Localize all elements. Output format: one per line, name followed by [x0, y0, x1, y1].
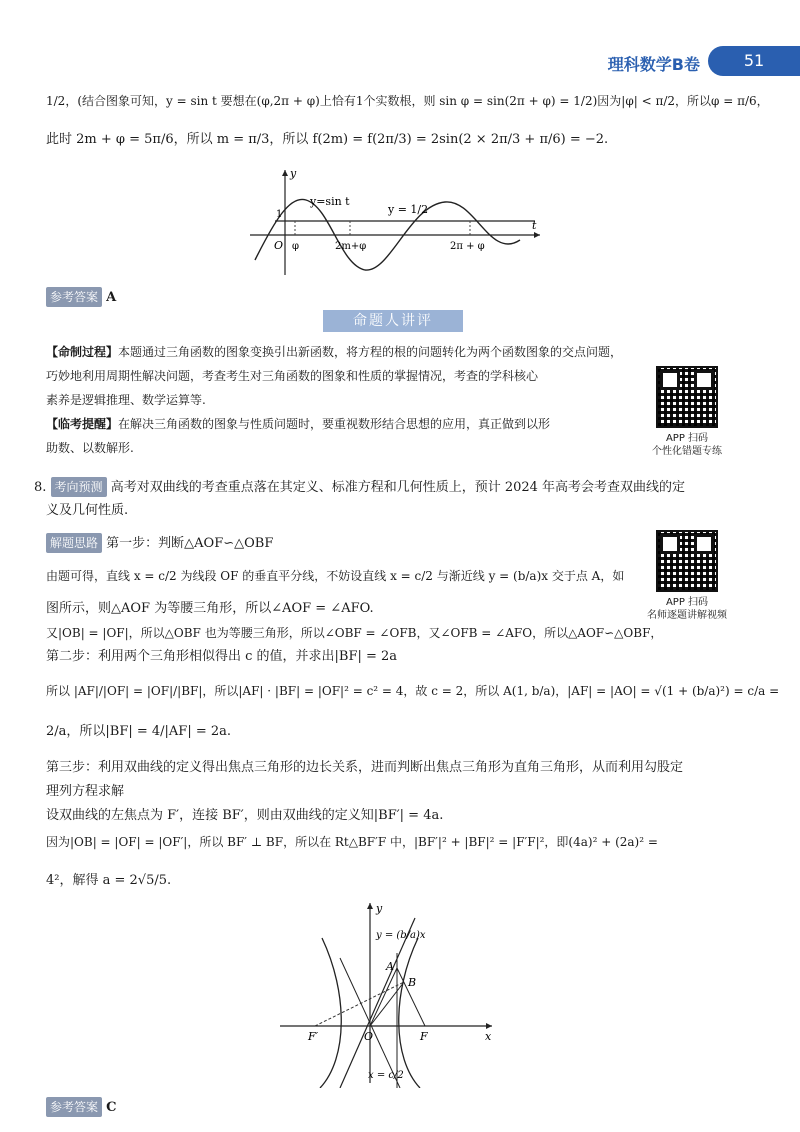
header-title: 理科数学B卷 — [607, 55, 700, 74]
q8-l8: 4²，解得 a = 2√5/5. — [46, 873, 172, 888]
sine-graph — [240, 165, 550, 280]
q8-l6: 设双曲线的左焦点为 F′，连接 BF′，则由双曲线的定义知|BF′| = 4a. — [46, 808, 444, 823]
step3b: 理列方程求解 — [46, 784, 125, 799]
q8-number: 8. — [34, 480, 47, 495]
qr-code-2[interactable] — [656, 530, 718, 592]
tip-title: 【临考提醒】 — [46, 417, 119, 431]
svg-text:O: O — [364, 1030, 374, 1043]
svg-text:F′: F′ — [308, 1030, 319, 1043]
asymptote — [340, 918, 415, 1088]
forecast-tag: 考向预测 — [51, 477, 107, 497]
q8-intro-line2: 义及几何性质. — [46, 503, 129, 518]
process-text1: 本题通过三角函数的图象变换引出新函数，将方程的根的问题转化为两个函数图象的交点问题， — [118, 345, 623, 359]
qr-code-1[interactable] — [656, 366, 718, 428]
label-2pi: 2π + φ — [450, 241, 485, 252]
tip-text1: 在解决三角函数的图象与性质问题时，要重视数形结合思想的应用，真正做到以形 — [118, 417, 551, 431]
svg-text:B: B — [408, 976, 417, 989]
idea-tag: 解题思路 — [46, 533, 102, 553]
svg-text:F: F — [420, 1030, 428, 1043]
label-half: y = 1/2 — [388, 203, 429, 216]
page-number: 51 — [708, 46, 800, 76]
q8-l3: 又|OB| = |OF|，所以△OBF 也为等腰三角形，所以∠OBF = ∠OFB，又∠OFB = ∠AFO，所以△AOF∽△OBF， — [46, 626, 663, 640]
svg-text:A: A — [386, 960, 394, 973]
qr2-caption: APP 扫码 名师逐题讲解视频 — [647, 597, 727, 621]
svg-text:x: x — [485, 1030, 492, 1043]
qr1-caption: APP 扫码 个性化错题专练 — [652, 433, 722, 457]
answer-value: A — [106, 290, 117, 305]
answer2-tag: 参考答案 — [46, 1097, 102, 1117]
answer2-value: C — [106, 1100, 117, 1115]
part1-line1: 1/2，(结合图象可知，y = sin t 要想在(φ,2π + φ)上恰有1个实数根，则 sin φ = sin(2π + φ) = 1/2)因为|φ| < π/2，所以φ = π/6， — [46, 94, 769, 108]
process-title: 【命制过程】 — [46, 345, 119, 359]
q8-l1: 由题可得，直线 x = c/2 为线段 OF 的垂直平分线，不妨设直线 x = c/2 与渐近线 y = (b/a)x 交于点 A，如 — [46, 569, 625, 583]
process-line3: 素养是逻辑推理、数学运算等. — [46, 393, 206, 407]
q8-intro-text: 高考对双曲线的考查重点落在其定义、标准方程和几何性质上，预计 2024 年高考会考查双曲线的定 — [110, 480, 686, 495]
process-line2: 巧妙地利用周期性解决问题，考查考生对三角函数的图象和性质的掌握情况，考查的学科核心 — [46, 369, 539, 383]
label-o: O — [274, 239, 284, 252]
right-branch — [399, 938, 420, 1088]
label-2m: 2m+φ — [335, 241, 367, 252]
left-branch — [320, 938, 341, 1088]
step1: 第一步：判断△AOF∽△OBF — [106, 536, 274, 551]
tip-line2: 助数、以数解形. — [46, 441, 134, 455]
process-line1 — [46, 343, 622, 361]
label-one: 1 — [276, 209, 283, 220]
q8-l4: 所以 |AF|/|OF| = |OF|/|BF|，所以|AF| · |BF| = |OF|² = c² = 4，故 c = 2，所以 A(1, b/a)，|AF| = |AO| = √(1 + (b/a)²) = c/a = — [46, 684, 780, 698]
svg-text:x = c/2: x = c/2 — [368, 1070, 404, 1081]
q8-l5: 2/a，所以|BF| = 4/|AF| = 2a. — [46, 724, 232, 739]
tip-line1 — [46, 415, 550, 433]
step3a: 第三步：利用双曲线的定义得出焦点三角形的边长关系，进而判断出焦点三角形为直角三角形，从而利用勾股定 — [46, 760, 684, 775]
hyperbola-graph — [270, 898, 500, 1088]
answer2-row — [46, 1097, 117, 1117]
label-asym: y = (b/a)x — [376, 930, 426, 941]
q8-l2: 图所示，则△AOF 为等腰三角形，所以∠AOF = ∠AFO. — [46, 601, 374, 616]
label-y: y — [290, 167, 297, 180]
answer-tag: 参考答案 — [46, 287, 102, 307]
step2: 第二步：利用两个三角形相似得出 c 的值，并求出|BF| = 2a — [46, 649, 398, 664]
q8-intro-line1 — [34, 477, 685, 497]
q8-step1-row — [46, 533, 273, 553]
svg-text:y: y — [376, 902, 383, 915]
label-phi: φ — [292, 241, 300, 252]
label-t: t — [532, 219, 537, 232]
answer1-row — [46, 287, 116, 307]
part1-line2: 此时 2m + φ = 5π/6，所以 m = π/3，所以 f(2m) = f(2π/3) = 2sin(2 × 2π/3 + π/6) = −2. — [46, 132, 609, 147]
commentary-banner: 命题人讲评 — [323, 310, 463, 332]
q8-l7: 因为|OB| = |OF| = |OF′|，所以 BF′ ⊥ BF，所以在 Rt△BF′F 中，|BF′|² + |BF|² = |F′F|²，即(4a)² + (2a)² = — [46, 835, 658, 849]
label-ysin: y=sin t — [310, 195, 350, 208]
